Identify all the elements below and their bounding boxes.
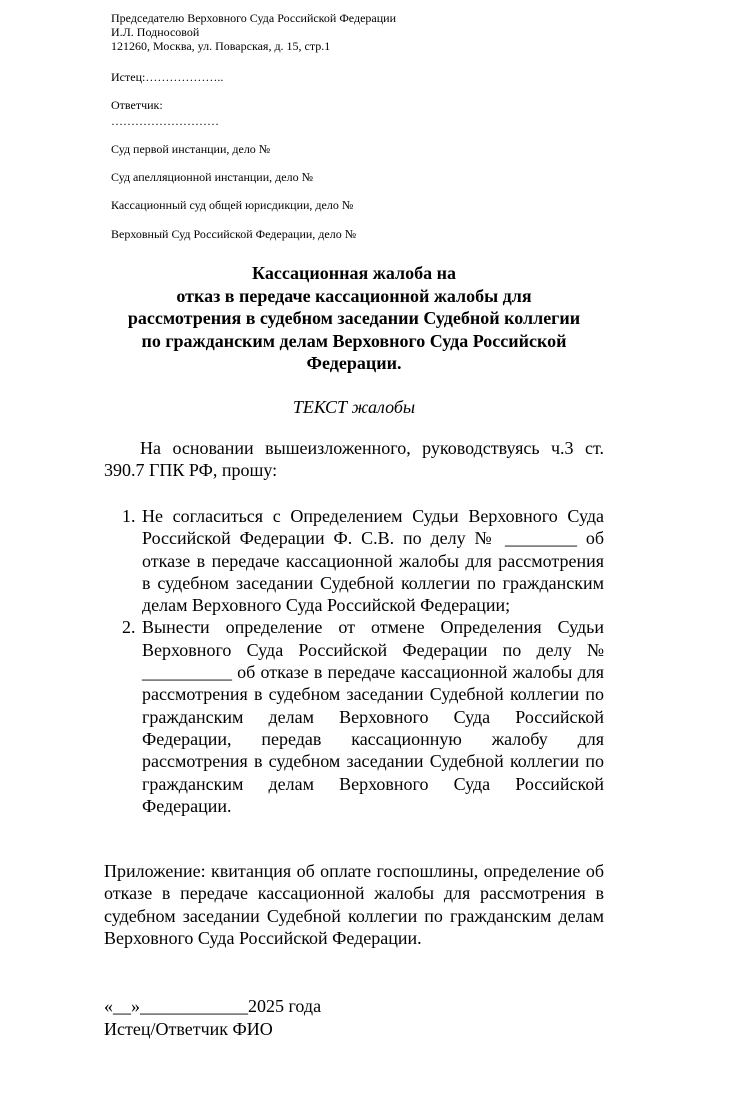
list-item-number: 1. — [122, 506, 136, 526]
document-title — [104, 262, 604, 375]
title-line-4: по гражданским делам Верховного Суда Российской — [141, 330, 567, 351]
case-first-instance: Суд первой инстанции, дело № — [111, 142, 271, 156]
case-supreme: Верховный Суд Российской Федерации, дело № — [111, 227, 357, 241]
list-item-number: 2. — [122, 617, 136, 638]
title-line-3: рассмотрения в судебном заседании Судебной коллегии — [127, 308, 581, 328]
signature-line: Истец/Ответчик ФИО — [104, 1019, 273, 1039]
date-line: «__»____________2025 года — [104, 996, 322, 1016]
document-subtitle: ТЕКСТ жалобы — [292, 397, 416, 417]
addressee-line-1: Председателю Верховного Суда Российской Федерации — [111, 11, 396, 25]
title-line-5: Федерации. — [306, 353, 402, 373]
title-line-1: Кассационная жалоба на — [252, 263, 456, 283]
addressee-block — [111, 11, 396, 53]
appendix-paragraph: Приложение: квитанция об оплате госпошлины, определение об отказе в передаче кассационной жалобы для рассмотрения в судебном заседании Судебной коллегии по гражданским делам Верховного Суда Российской Федерации. — [104, 861, 604, 948]
addressee-address: 121260, Москва, ул. Поварская, д. 15, стр.1 — [111, 39, 331, 53]
title-line-2: отказ в передаче кассационной жалобы для — [176, 285, 532, 306]
defendant-dots: ……………………… — [111, 114, 219, 128]
list-item-text: Не согласиться с Определением Судьи Верховного Суда Российской Федерации Ф. С.В. по делу № ________ об отказе в передаче кассационной жалобы для рассмотрения в судебном заседании Судебной коллегии по гражданским делам Верховного Суда Российской Федерации; — [142, 506, 604, 616]
list-item-text: Вынести определение от отмене Определения Судьи Верховного Суда Российской Федерации по делу № __________ об отказе в передаче кассационной жалобы для рассмотрения в судебном заседании Судебной коллегии по гражданским делам Верховного Суда Российской Федерации, передав кассационную жалобу для рассмотрения в судебном заседании Судебной коллегии по гражданским делам Верховного Суда Российской Федерации. — [142, 617, 604, 816]
defendant-label: Ответчик: — [111, 98, 163, 112]
intro-paragraph: На основании вышеизложенного, руководствуясь ч.3 ст. 390.7 ГПК РФ, прошу: — [104, 438, 604, 481]
requests-list — [104, 505, 604, 817]
addressee-line-2: И.Л. Подносовой — [111, 25, 200, 39]
plaintiff-line: Истец:……………….. — [111, 70, 224, 84]
list-item — [104, 505, 604, 616]
case-cassation: Кассационный суд общей юрисдикции, дело № — [111, 198, 354, 212]
case-appeal: Суд апелляционной инстанции, дело № — [111, 170, 314, 184]
list-item — [104, 616, 604, 817]
